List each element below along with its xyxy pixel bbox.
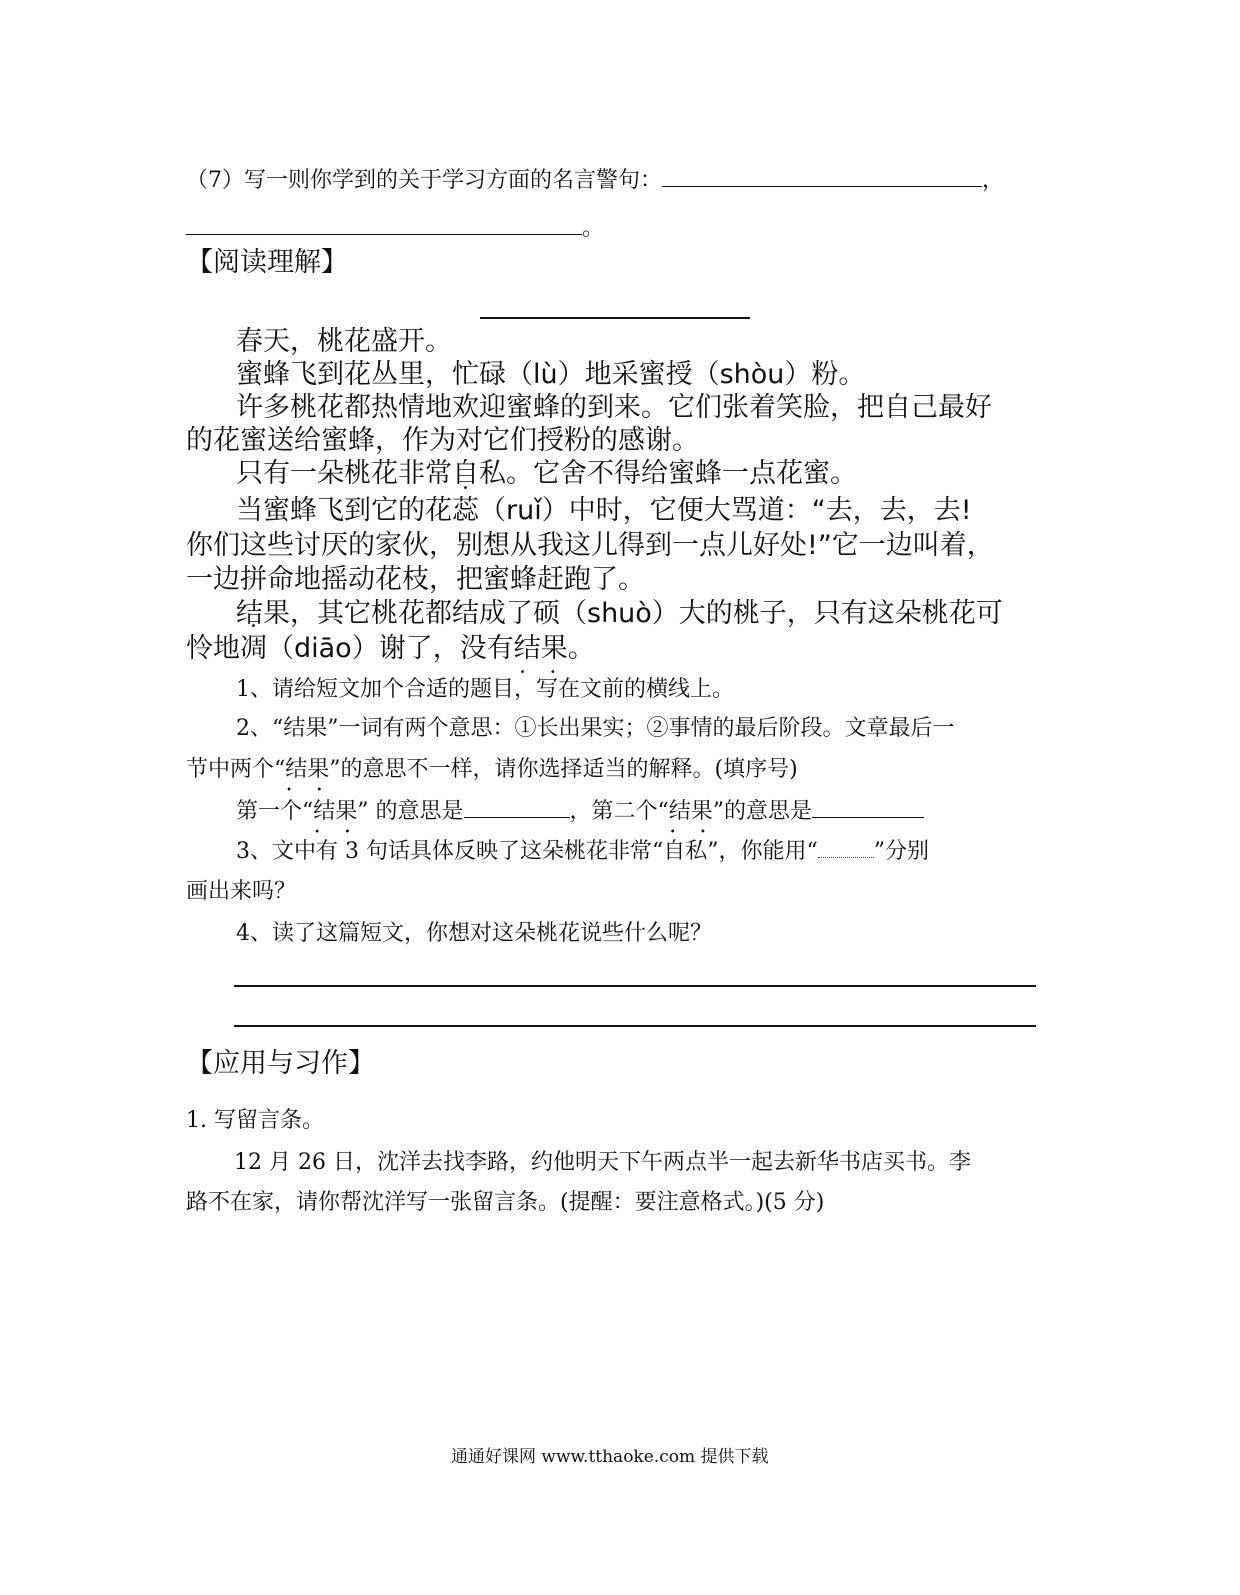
question-7-text: （7）写一则你学到的关于学习方面的名言警句：	[186, 168, 662, 193]
answer-blank-7a[interactable]	[662, 166, 982, 187]
writing-task-line-1: 12 月 26 日，沈洋去找李路，约他明天下午两点半一起去新华书店买书。李	[234, 1150, 971, 1175]
question-2a: 2、“结果”一词有两个意思：①长出果实；②事情的最后阶段。文章最后一	[236, 716, 955, 741]
story-paragraph-3a: 许多桃花都热情地欢迎蜜蜂的到来。它们张着笑脸，把自己最好	[236, 392, 992, 423]
story-paragraph-5b: 你们这些讨厌的家伙，别想从我这儿得到一点儿好处!”它一边叫着，	[186, 530, 994, 561]
question-1: 1、请给短文加个合适的题目，写在文前的横线上。	[236, 677, 734, 702]
text: ”的意思是	[712, 799, 813, 824]
text: 当蜜蜂飞到它的花	[236, 495, 452, 526]
punct: ，	[982, 168, 1005, 193]
text: 3、文中有 3 句话具体反映了这朵桃花非常“自私”，你能用“	[236, 839, 818, 864]
title-blank-line[interactable]	[480, 317, 750, 319]
text: 怜地	[186, 633, 240, 664]
text: （ruǐ）中时，它便大骂道：“去，去，去!	[479, 495, 972, 526]
story-paragraph-5a	[236, 494, 972, 528]
text: ”分别	[873, 839, 929, 864]
page-footer: 通通好课网 www.tthaoke.com 提供下载	[451, 1447, 769, 1467]
emphasized-word: 结果 • •	[313, 798, 357, 826]
text: （diāo）谢了，没有	[267, 633, 514, 664]
section-heading-reading: 【阅读理解】	[186, 247, 348, 278]
emphasized-word: 结果 • •	[669, 798, 713, 826]
text: 第一个“	[236, 799, 314, 824]
answer-blank-2a[interactable]	[464, 797, 570, 818]
story-paragraph-5c: 一边拼命地摇动花枝，把蜜蜂赶跑了。	[186, 564, 645, 595]
dotted-char: 蕊	[452, 495, 479, 526]
answer-line-4b[interactable]	[234, 1025, 1036, 1027]
question-7-line2	[186, 214, 604, 243]
punct: 。	[582, 216, 605, 241]
answer-blank-2b[interactable]	[812, 797, 924, 818]
story-paragraph-6a: 结果，其它桃花都结成了硕（shuò）大的桃子，只有这朵桃花可	[236, 598, 1003, 629]
story-paragraph-6b	[186, 632, 595, 666]
answer-line-4a[interactable]	[234, 985, 1036, 987]
story-paragraph-4: 只有一朵桃花非常自私。它舍不得给蜜蜂一点花蜜。	[236, 458, 857, 489]
question-4: 4、读了这篇短文，你想对这朵桃花说些什么呢？	[236, 921, 712, 946]
emphasized-word: 结果 • •	[285, 756, 329, 784]
text: ，第二个“	[569, 799, 669, 824]
section-heading-writing: 【应用与习作】	[186, 1048, 375, 1079]
story-paragraph-1: 春天，桃花盛开。	[236, 326, 452, 357]
text: ” 的意思是	[357, 799, 464, 824]
writing-task-line-2: 路不在家，请你帮沈洋写一张留言条。(提醒：要注意格式。)(5 分)	[186, 1190, 825, 1215]
story-paragraph-2: 蜜蜂飞到花丛里，忙碌（lù）地采蜜授（shòu）粉。	[236, 359, 866, 390]
question-2c	[236, 797, 924, 826]
answer-blank-7b[interactable]	[186, 214, 582, 235]
question-7	[186, 166, 1004, 195]
text: ”的意思不一样，请你选择适当的解释。(填序号)	[329, 757, 798, 782]
emphasized-word: 结果 • •	[514, 632, 568, 666]
question-2b	[186, 756, 798, 784]
question-3b: 画出来吗？	[186, 879, 297, 904]
text: 节中两个“	[186, 757, 286, 782]
story-paragraph-3b: 的花蜜送给蜜蜂，作为对它们授粉的感谢。	[186, 425, 699, 456]
dotted-char: 凋	[240, 633, 267, 664]
wavy-underline-sample	[818, 841, 874, 858]
writing-task-title: 1. 写留言条。	[186, 1108, 324, 1133]
text: 。	[567, 633, 595, 664]
question-3a	[236, 838, 929, 866]
